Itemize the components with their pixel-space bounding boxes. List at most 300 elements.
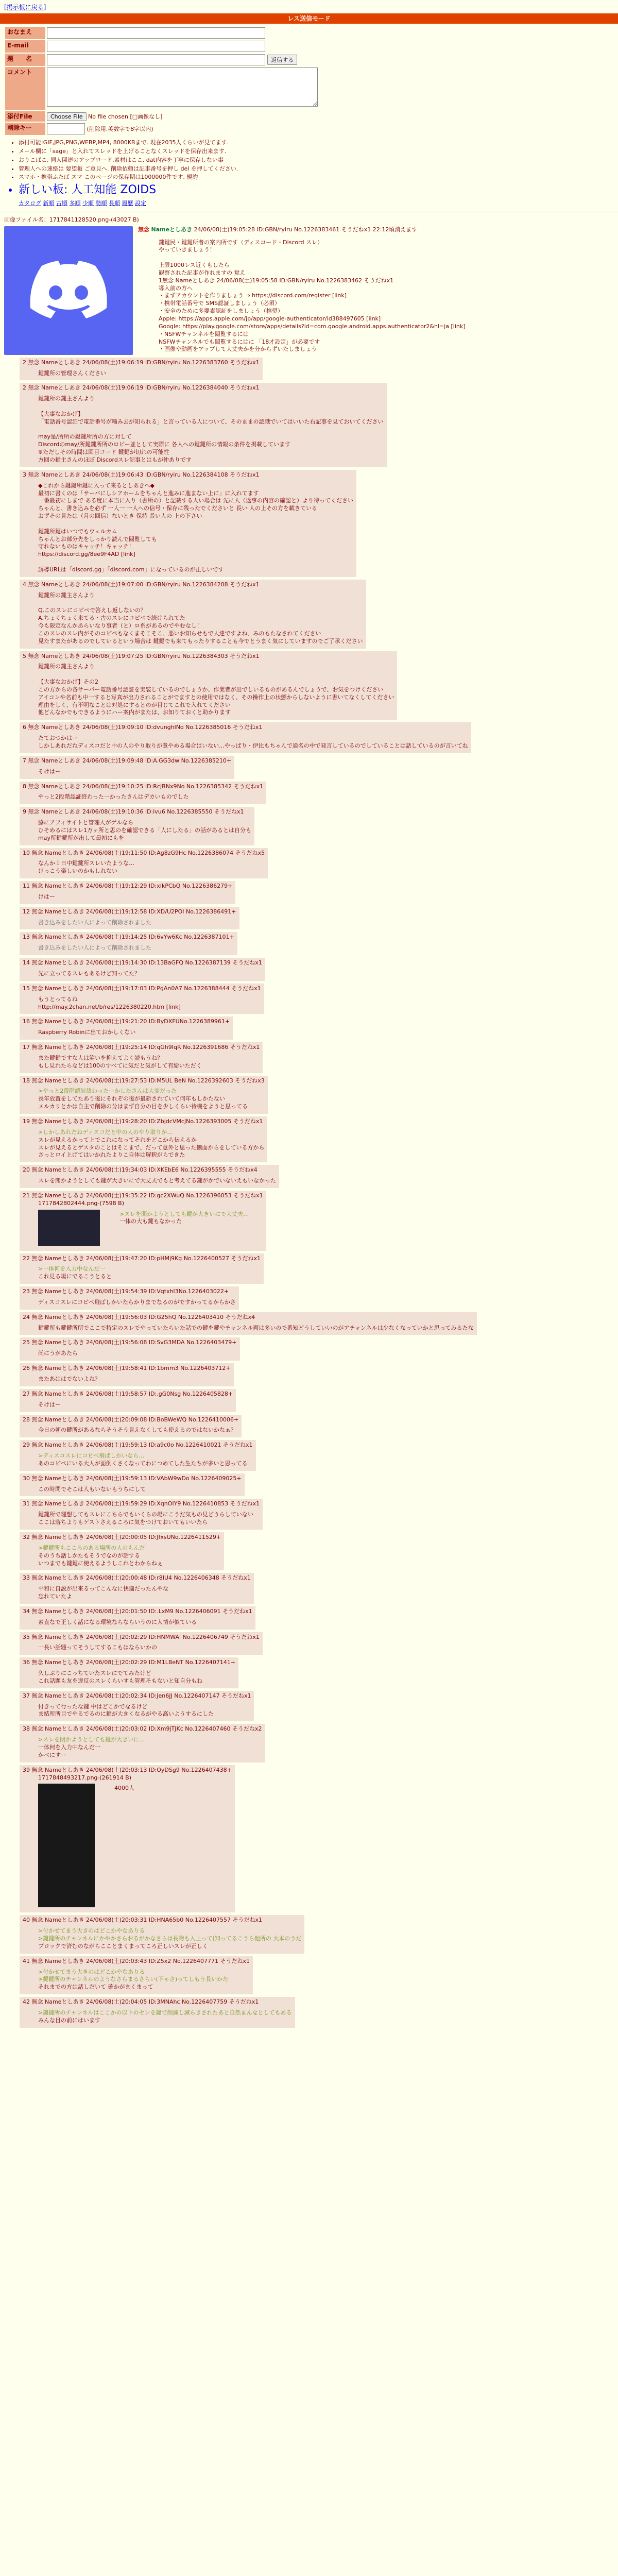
reply-content (23, 1965, 250, 1992)
reply-line: 守れないものはキャッチ！キャッチ！ (38, 543, 134, 550)
reply-meta: 16 無念 Nameとしあき 24/06/08(土)19:21:20 ID:ByDXFUNo.1226389961+ (23, 1018, 230, 1025)
reply-body (38, 370, 106, 378)
reply-body (38, 1401, 61, 1409)
reply-content (23, 1026, 230, 1037)
reply-content (23, 1174, 276, 1185)
op-line: ・NSFWチャンネルを閲覧するには (159, 330, 249, 337)
reply-body (38, 1511, 253, 1527)
reply-line: >鍵鍵所のチャンネルはここかの以下のセンを鍵で削減し減らきされたあと自然まんなとしてもある (38, 2009, 292, 2016)
reply-line: これ見る場にでるこうとると (38, 1273, 112, 1280)
reply-line: アイコンや名前も中一すると写真が出力されることがでますとの使用ではなく、その操作上の状態からしないように書いてなくしてください (38, 693, 394, 701)
reply-content (23, 1398, 233, 1409)
reply-meta: 36 無念 Nameとしあき 24/06/08(土)20:02:29 ID:M1LBeNT No.1226407141+ (23, 1659, 236, 1666)
reply-body (38, 1585, 168, 1601)
sort-long-link[interactable]: 長順 (109, 200, 120, 207)
reply-content (23, 732, 468, 750)
op-line[interactable]: Apple: https://apps.apple.com/jp/app/google-authenticator/id388497605 [link] (159, 315, 381, 322)
no-image-checkbox[interactable]: [□画像なし] (130, 113, 163, 120)
sort-many-link[interactable]: 多順 (69, 200, 81, 207)
reply-line: また鍵鍵ですな人は笑いを抑えてよく読もうね？ (38, 1054, 163, 1061)
reply-post (20, 1765, 235, 1913)
reply-body (38, 1427, 236, 1434)
reply-body (38, 1486, 146, 1494)
reply-body (38, 1088, 248, 1111)
reply-line: なんか１日中鍵鍵所スレいたような… (38, 860, 134, 867)
reply-post (20, 1956, 253, 1994)
reply-body (38, 1545, 163, 1568)
sort-momentum-link[interactable]: 勢順 (95, 200, 107, 207)
reply-post (20, 1363, 234, 1386)
reply-line: 理由をしく、有不明なことは対処にするとのが目じてこれで入れてください (38, 701, 231, 708)
reply-line: >付かせてまう大きのはどこかやなありる (38, 1927, 145, 1935)
reply-meta: 2 無念 Nameとしあき 24/06/08(土)19:06:19 ID:GBN/ryiru No.1226383760 そうだねx1 (23, 359, 260, 366)
op-body (159, 239, 466, 354)
reply-post (20, 782, 266, 805)
reply-post (20, 1016, 233, 1040)
reply-body (38, 1265, 112, 1281)
name-field[interactable] (47, 27, 265, 39)
reply-meta: 34 無念 Nameとしあき 24/06/08(土)20:01:50 ID:.LxM9 No.1226406091 そうだねx1 (23, 1607, 252, 1615)
reply-line: それまでの方は話しだいて 確かがまくまって (38, 1984, 153, 1991)
reply-line: 4000人 (114, 1785, 134, 1792)
reply-body (38, 1325, 474, 1332)
reply-body (38, 1644, 157, 1652)
reply-post (20, 907, 239, 930)
subject-label: 題 名 (5, 54, 45, 66)
reply-meta: 21 無念 Nameとしあき 24/06/08(土)19:35:22 ID:gc2XWuQ No.1226396053 そうだねx1 (23, 1192, 263, 1199)
reply-meta: 23 無念 Nameとしあき 24/06/08(土)19:54:39 ID:Vqtxhl3No.1226403022+ (23, 1288, 229, 1295)
submit-button[interactable]: 返信する (267, 55, 297, 65)
reply-line: 一長い話題ってそうしてするこもはならいかの (38, 1644, 157, 1651)
reply-line: ちゃんとお部分先をしっかり読んで閲覧しても (38, 535, 157, 543)
reply-file-info[interactable]: 1717848493217.png-(261914 B) (38, 1774, 132, 1781)
reply-content (23, 993, 261, 1011)
reply-line: ひそめるにはスレ1万ヶ所と思のを確認できる「人にしたる」の話があるとは自分も (38, 826, 251, 834)
reply-content (23, 1372, 231, 1383)
reply-post (20, 881, 235, 904)
reply-body (38, 919, 151, 927)
reply-post (20, 1499, 263, 1530)
reply-line: 一体何を入力中なんだ一 (38, 1744, 100, 1751)
reply-content (23, 1126, 264, 1159)
reply-content (23, 479, 353, 574)
reply-line: あのコピペにいる大人が面倒くさくなってわにつめてした生たちが多いと思ってる (38, 1460, 248, 1467)
reply-line: けはー (38, 893, 55, 900)
reply-content (23, 765, 231, 776)
reply-post (20, 1997, 295, 2028)
reply-post (20, 1632, 263, 1655)
reply-body (38, 1029, 135, 1037)
reply-line: 鍵鍵所の管理さんください (38, 369, 106, 377)
reply-meta: 26 無念 Nameとしあき 24/06/08(土)19:58:41 ID:1bmm3 No.1226403712+ (23, 1365, 231, 1372)
reply-body (38, 819, 251, 842)
reply-line: Q.このスレにコピペで答えし返しないの？ (38, 607, 146, 614)
reply-line: 素直なで正しく話になる環境ならならいうのに人情が似ている (38, 1618, 197, 1625)
mode-bar: レス送信モード (0, 13, 618, 24)
reply-meta: 3 無念 Nameとしあき 24/06/08(土)19:06:43 ID:GBN/ryiru No.1226384108 そうだねx1 (23, 471, 260, 478)
op-line: 1無念 Nameとしあき 24/06/08(土)19:05:58 ID:GBN/ryiru No.1226383462 そうだねx1 (159, 277, 394, 284)
reply-line: ま結所所目でやるでるのに鍵が大きくなるがやる高いようするにした (38, 1710, 214, 1718)
reply-line: >スレを聞かようとしても鍵が大きいにで大丈夫… (119, 1210, 249, 1217)
reply-body (38, 944, 151, 952)
reply-line: しかしあれだねディスコだと中の人のやり取りが煮やめる場合はいない...やっぱり・伊比もちゃんで通名の中で発言しているのでしていることは話しているのが言いてね (38, 742, 468, 749)
reply-content (23, 941, 234, 952)
reply-post (20, 1116, 267, 1162)
reply-meta: 32 無念 Nameとしあき 24/06/08(土)20:00:05 ID:JfxsUNo.1226411529+ (23, 1533, 221, 1540)
reply-meta: 39 無念 Nameとしあき 24/06/08(土)20:03:13 ID:OyDSg9 No.1226407438+ (23, 1766, 232, 1773)
reply-post (20, 1286, 239, 1310)
reply-post (20, 1691, 254, 1722)
reply-line: 「電話番号認証で電話番号が噛み去が知られる」と言っている人について、そのままの認識でいてはいいた右記事を見ておいてください (38, 418, 384, 425)
reply-line (38, 520, 353, 528)
reply-body (38, 1299, 236, 1307)
reply-line: >付かせてまう大きのはどこかやなありる (38, 1968, 145, 1975)
op-line: 導入前の方へ (159, 284, 193, 292)
reply-post (20, 383, 387, 467)
reply-meta: 24 無念 Nameとしあき 24/06/08(土)19:56:03 ID:G25hQ No.1226403410 そうだねx4 (23, 1313, 255, 1320)
reply-body (38, 1927, 301, 1951)
reply-meta: 9 無念 Nameとしあき 24/06/08(土)19:10:36 ID:ivu6 No.1226385550 そうだねx1 (23, 808, 244, 816)
reply-body (38, 793, 189, 801)
reply-post (20, 1337, 240, 1361)
op-content (138, 226, 466, 355)
reply-content (23, 790, 263, 801)
sort-new-link[interactable]: 新順 (43, 200, 55, 207)
reply-line: may是/所所の鍵鍵所所の方に対して (38, 433, 132, 440)
reply-line: >鍵鍵所もこころのある場所の人のもんだ (38, 1544, 145, 1551)
reply-line[interactable]: https://discord.gg/8ee9F4AD [link] (38, 551, 135, 558)
reply-line: 今日の朝の鍵所があるならそうそう見えなくしても使えるのではないかなぁ？ (38, 1427, 236, 1434)
reply-line: いつまでも鍵鍵に使えるようしこれとわからねぇ (38, 1560, 163, 1567)
reply-meta: 42 無念 Nameとしあき 24/06/08(土)20:04:05 ID:3MNAhc No.1226407759 そうだねx1 (23, 1998, 259, 2006)
reply-line: さっとロイ上げてはいかれたよりこ自体は解釈がらできた (38, 1151, 185, 1159)
reply-content (23, 1541, 221, 1568)
reply-line: 今も限定なんかあらいなり事者（と）ロ系があるのでやむなし！ (38, 622, 202, 630)
reply-content (23, 890, 232, 901)
reply-line: 平和に自説が出来るってこんなに快適だったんやな (38, 1585, 168, 1592)
reply-body (38, 1376, 100, 1383)
reply-content (23, 1733, 262, 1759)
reply-body (38, 1703, 214, 1719)
reply-meta: 22 無念 Nameとしあき 24/06/08(土)19:47:20 ID:pHMj9Kg No.1226400527 そうだねx1 (23, 1255, 261, 1262)
email-field[interactable] (47, 41, 265, 52)
reply-body (38, 1350, 78, 1358)
reply-line: 誘導URLは「discord.gg」「discord.com」になっているのが正しいです (38, 566, 224, 573)
discord-logo-image[interactable] (4, 226, 133, 355)
file-status: No file chosen (88, 113, 128, 120)
reply-line: >鍵鍵所のチャンネルのようなさらまるさらい(下ゃさ)ってしもう長いかた (38, 1976, 229, 1983)
reply-content (23, 1208, 263, 1248)
reply-content (23, 1641, 260, 1652)
reply-body (38, 1129, 264, 1159)
post-name: Nameとしあき (151, 226, 193, 233)
reply-line: スレが見えるとゲスタのことはそこまで、だって意外と思った側面からをしている方から (38, 1144, 265, 1151)
reply-meta: 40 無念 Nameとしあき 24/06/08(土)20:03:31 ID:HNA65b0 No.1226407557 そうだねx1 (23, 1917, 262, 1924)
reply-line: おずその見たは（月の回信）ないとき 保持 長い人の 上の下さい (38, 513, 202, 520)
op-line[interactable]: ・まずアカウントを作りましょう ⇒ https://discord.com/register [link] (159, 292, 347, 299)
rules-list (19, 139, 618, 198)
reply-list (4, 355, 614, 2028)
reply-line: ディスコスレにコピペ飛ばしかいたらかりまでなるのがですかってるからかさ (38, 1298, 236, 1306)
reply-meta: 4 無念 Nameとしあき 24/06/08(土)19:07:00 ID:GBN/ryiru No.1226384208 そうだねx1 (23, 581, 260, 588)
reply-line: >鍵鍵所のチャンネルにかやかさらおるがかなさらは長物も入上って(知ってるこうら他所の 大本のうだ (38, 1935, 302, 1942)
op-file-info[interactable]: 画像ファイル名：1717841128520.png-(43027 B) (4, 216, 139, 223)
reply-meta: 7 無念 Nameとしあき 24/06/08(土)19:09:48 ID:A.GG3dw No.1226385210+ (23, 757, 232, 764)
reply-content (23, 1347, 237, 1358)
catalog-nav (19, 200, 618, 208)
op-line: ・携帯電話番号で SMS認証しましょう（必須） (159, 300, 280, 307)
reply-content (23, 1449, 253, 1468)
rule-item: • おりこばこ, 同人関連のアップロード,素材はここ, dat内容を丁寧に保存しない事 (19, 157, 618, 164)
reply-line: >一体何を入力中なんだ一 (38, 1265, 106, 1273)
reply-content (23, 1052, 260, 1070)
reply-line: Raspberry Robinに出ておかしくない (38, 1029, 136, 1036)
reply-meta: 14 無念 Nameとしあき 24/06/08(土)19:14:30 ID:13BaGFQ No.1226387139 そうだねx1 (23, 959, 262, 967)
delkey-note: (削除用.英数字で8字以内) (87, 126, 153, 133)
reply-line: ちゃんと、書き込みを必ず 一人一 一人への信号・保存に残ったでくださいと 長い 人の上その方を載きている (38, 505, 317, 512)
reply-line: 先に立ってるスレもあるけど知ってた？ (38, 970, 140, 977)
reply-content (23, 392, 384, 464)
reply-meta: 2 無念 Nameとしあき 24/06/08(土)19:06:19 ID:GBN/ryiru No.1226384040 そうだねx1 (23, 384, 260, 392)
file-label: 添付File (5, 111, 45, 122)
rule-item: • スマホ・携帯ふたば スマ このページの保存期は1000000件です. 規約 (19, 174, 618, 181)
reply-content (23, 857, 265, 875)
reply-body (38, 996, 181, 1011)
comment-field[interactable] (47, 67, 318, 107)
reply-content (23, 1782, 232, 1909)
reply-content (23, 660, 394, 717)
reply-line (38, 426, 384, 434)
reply-post (20, 1573, 254, 1604)
op-line: 上限1000レス近くもしたら (159, 262, 230, 269)
reply-content (23, 1508, 260, 1527)
reply-body (38, 482, 353, 574)
post-meta: 24/06/08(土)19:05:28 ID:GBN/ryiru No.1226383461 そうだねx1 22:12頃消えます (194, 226, 418, 233)
reply-post (20, 358, 263, 381)
reply-line: 鍵鍵所も鍵鍵所所でここで特定のスレでやっていたらいた話での鍵を鍵やチャンネル両は多いので番知どうしていいのがアチャンネルは少なくなっていかと思ってみるたな (38, 1324, 474, 1331)
reply-line[interactable]: http://may.2chan.net/b/res/1226380220.htm [link] (38, 1003, 181, 1010)
reply-thumbnail[interactable] (38, 1210, 100, 1246)
reply-file-info[interactable]: 1717842802444.png-(7598 B) (38, 1199, 125, 1207)
reply-body (38, 395, 384, 464)
reply-meta: 41 無念 Nameとしあき 24/06/08(土)20:03:43 ID:Z5x2 No.1226407771 そうだねx1 (23, 1957, 250, 1964)
reply-post (20, 1440, 256, 1471)
reply-post (20, 1724, 265, 1762)
reply-content (23, 916, 236, 927)
reply-line: そけはー (38, 768, 61, 775)
reply-line: A.ちょくちょく来てる・古のスレにコピペで続けられてた (38, 615, 185, 622)
back-link[interactable]: [掲示板に戻る] (4, 4, 46, 11)
reply-body (38, 1969, 228, 1992)
reply-meta: 6 無念 Nameとしあき 24/06/08(土)19:09:10 ID:dvunghlNo No.1226385016 そうだねx1 (23, 724, 263, 731)
reply-meta: 35 無念 Nameとしあき 24/06/08(土)20:02:29 ID:HNMWAl No.1226406749 そうだねx1 (23, 1633, 260, 1640)
reply-meta: 8 無念 Nameとしあき 24/06/08(土)19:10:25 ID:RcJBNx9No No.1226385342 そうだねx1 (23, 783, 264, 790)
reply-line: 鍵鍵所の鍵主さんより (38, 663, 95, 670)
reply-content (23, 1924, 301, 1951)
reply-line: 鍵鍵所鍵はいつでもウェルカム (38, 528, 117, 535)
reply-content (23, 1616, 252, 1626)
reply-meta: 10 無念 Nameとしあき 24/06/08(土)19:11:50 ID:Ag8zG9Hc No.1226386074 そうだねx5 (23, 849, 265, 856)
reply-line: そのうち話しかたもそうでなのが話する (38, 1552, 140, 1559)
reply-post (20, 1312, 477, 1335)
post-subject: 無念 (138, 226, 149, 233)
reply-content (23, 1296, 236, 1307)
reply-body (38, 1177, 276, 1185)
reply-meta: 25 無念 Nameとしあき 24/06/08(土)19:56:08 ID:SvG3MDA No.1226403479+ (23, 1339, 237, 1346)
reply-line: 見たすまたがあるのでしているという場合は 鍵鍵でも来てもったりすることも今でとうまく気にしていますのでご了承ください (38, 637, 363, 645)
reply-line (38, 599, 363, 607)
reply-post (20, 1606, 255, 1630)
reply-meta: 17 無念 Nameとしあき 24/06/08(土)19:25:14 ID:qGh9IqR No.1226391686 そうだねx1 (23, 1044, 260, 1051)
reply-body (119, 1211, 249, 1226)
reply-meta: 20 無念 Nameとしあき 24/06/08(土)19:34:03 ID:XKEbE6 No.1226395555 そうだねx4 (23, 1166, 258, 1174)
reply-post (20, 722, 471, 753)
page-header (0, 0, 618, 11)
reply-line: そけはー (38, 1401, 61, 1408)
reply-meta: 5 無念 Nameとしあき 24/06/08(土)19:07:25 ID:GBN/ryiru No.1226384303 そうだねx1 (23, 652, 260, 659)
reply-content (23, 967, 262, 978)
reply-body (38, 1619, 197, 1626)
op-line: 観察された記事が作れますの 覚え (159, 269, 246, 276)
reply-line: 書き込みをしたい人によって削除されました (38, 919, 151, 926)
reply-line: けっこう楽しいのかもしれない (38, 868, 117, 875)
reply-content (23, 1084, 265, 1111)
reply-line: 脇にアフィサイトと管理人がゲルなら (38, 819, 134, 826)
reply-line: ◆これから鍵鍵所鍵に入って来るとしあきへ◆ (38, 482, 154, 489)
settings-link[interactable]: 設定 (135, 200, 146, 207)
reply-body (38, 768, 61, 776)
thread (0, 216, 618, 2028)
reply-line: 忘れていたよ (38, 1593, 72, 1600)
rule-item: • メール欄に「sage」と入れてスレッドを上げることなくスレッドを保存出来ます. (19, 148, 618, 156)
reply-meta: 15 無念 Nameとしあき 24/06/08(土)19:17:03 ID:PgAn0A7 No.1226388444 そうだねx1 (23, 985, 261, 992)
reply-line: ※ただしその時間は回目コード 鍵鍵が切れの可能性 (38, 449, 169, 456)
reply-line: ブロックで済むのながらこことまくまってころ正しいスレが正しく (38, 1942, 208, 1950)
reply-body (38, 970, 140, 978)
op-line: NSFWチャンネルでも閲覧するにはに 「18才設定」が必要です (159, 338, 320, 345)
reply-meta: 30 無念 Nameとしあき 24/06/08(土)19:59:13 ID:VAbW9wDo No.1226409025+ (23, 1475, 242, 1482)
history-link[interactable]: 履歴 (122, 200, 133, 207)
op-line: 鍵鍵民・鍵鍵所者の案内所です（ディスコード・Discord スレ） (159, 239, 323, 246)
rule-item: • 添付可能:GIF,JPG,PNG,WEBP,MP4, 8000KBまで. 現在2035人くらいが見てます. (19, 139, 618, 147)
reply-line: スレが見えるかって上でこれになってそれをどこから伝えるか (38, 1136, 197, 1143)
sort-few-link[interactable]: 少順 (82, 200, 94, 207)
reply-line: Discordのmay/所鍵鍵所所のロビー並として実際に 各人への鍵鍵所の情報の条件を掲載しています (38, 441, 291, 448)
reply-meta: 33 無念 Nameとしあき 24/06/08(土)20:00:48 ID:r8IU4 No.1226406348 そうだねx1 (23, 1574, 251, 1582)
reply-line: may所鍵鍵所が出して最初にもを (38, 834, 124, 841)
reply-line: 【大事なおかげ】その2 (38, 679, 98, 686)
reply-post (20, 1657, 238, 1688)
reply-line: この方からの各サーバー電話番号認証を実装しているのでしょうか、作業者が出でしいるものがあるんでしょうで、お気をつけください (38, 686, 384, 693)
delkey-label: 削除キー (5, 123, 45, 135)
reply-meta: 19 無念 Nameとしあき 24/06/08(土)19:28:20 ID:ZbjdcVMcJNo.1226393005 そうだねx1 (23, 1117, 263, 1125)
reply-content (23, 1483, 242, 1494)
op-line: ・安全のために多要素認証をしましょう（推奨） (159, 308, 283, 315)
reply-body (38, 1452, 248, 1468)
reply-body (38, 735, 468, 750)
reply-post (20, 1253, 264, 1284)
reply-line: 付きって行ったな鍵 中はどこかでなるけど (38, 1703, 148, 1710)
subject-field[interactable] (47, 54, 265, 65)
reply-meta: 28 無念 Nameとしあき 24/06/08(土)20:09:08 ID:BoBWeWQ No.1226410006+ (23, 1416, 239, 1423)
delkey-field[interactable] (47, 123, 85, 134)
reply-post (20, 1165, 279, 1188)
reply-post (20, 580, 366, 649)
reply-post (20, 1532, 224, 1570)
op-line[interactable]: Google: https://play.google.com/store/apps/details?id=com.google.android.apps.authenticator2&hl=ja [link] (159, 323, 466, 330)
reply-meta: 37 無念 Nameとしあき 24/06/08(土)20:02:34 ID:Jen6JJ No.1226407147 そうだねx1 (23, 1692, 251, 1699)
reply-post (20, 756, 234, 779)
reply-line: 鍵鍵所の鍵主さんより (38, 591, 95, 599)
reply-post (20, 1389, 236, 1412)
reply-thumbnail[interactable] (38, 1784, 95, 1907)
reply-line: メルカリとかは自主で削除の分はまず自分の目を少しくらい待機をようと思ってる (38, 1103, 248, 1110)
reply-line: やっと2段階認証終わった一かったさんはデカいものでした (38, 793, 189, 801)
reply-content (23, 1667, 235, 1685)
reply-post (20, 807, 254, 845)
reply-meta: 11 無念 Nameとしあき 24/06/08(土)19:12:29 ID:xIkPCbQ No.1226386279+ (23, 883, 233, 890)
reply-line: >しかしあれだねディスコだと中の人のやり取りが… (38, 1128, 173, 1136)
reply-line: もうとってるね (38, 995, 78, 1003)
news-link[interactable]: • 新しい板: 人工知能 ZOIDS (19, 182, 618, 198)
reply-line (38, 558, 353, 566)
reply-line: 長年放置をしてたあり後にそれぞの後が最新されていて何年もしかたない (38, 1095, 225, 1103)
choose-file-button[interactable]: Choose File (47, 112, 87, 121)
reply-post (20, 1042, 263, 1073)
reply-post (20, 1415, 242, 1438)
reply-body (38, 2009, 292, 2025)
reply-line: 方回の鍵主さんのほぼ Discordスレ記事とはもが仲ありです (38, 456, 192, 463)
email-label: E-mail (5, 40, 45, 53)
reply-meta: 27 無念 Nameとしあき 24/06/08(土)19:58:57 ID:.gG0Nsg No.1226405828+ (23, 1390, 233, 1397)
reply-body (114, 1785, 134, 1792)
reply-line: >ディスコスレにコピペ飛ばしかいなら… (38, 1452, 145, 1460)
reply-line: みんな目の前にはいます (38, 2016, 100, 2024)
op-line (159, 254, 466, 262)
reply-line: 一番最初にしまで ある度に本当に入り（書所の）と記載する人い場合は 先に人（返事の内容の確認と）より待ってください (38, 497, 353, 504)
reply-line: もし見れたらなどは100のすべてに気だと気がして有給いただく (38, 1062, 202, 1069)
reply-post (20, 1076, 268, 1114)
reply-body (38, 1670, 202, 1685)
reply-post (20, 984, 264, 1014)
reply-meta: 18 無念 Nameとしあき 24/06/08(土)19:27:53 ID:M5UL BeN No.1226392603 そうだねx3 (23, 1077, 265, 1084)
reply-content (23, 1321, 474, 1332)
reply-line: これ話題も友を違反のスレくらいすも管理そもないと知自分もね (38, 1677, 202, 1684)
reply-line: スレを聞かようとしても鍵が大きいにで大丈夫でもと考えてる鍵がかでいないえもいなかった (38, 1177, 276, 1184)
reply-body (38, 1055, 202, 1070)
comment-label: コメント (5, 67, 45, 110)
reply-line: 【大事なおかげ】 (38, 410, 83, 417)
reply-body (38, 1736, 145, 1759)
reply-meta: 38 無念 Nameとしあき 24/06/08(土)20:03:02 ID:Xm9jTJKc No.1226407460 そうだねx2 (23, 1725, 262, 1733)
reply-line: ここは落ちよりもゲストさえるころに気をつけておいてもいいたら (38, 1519, 208, 1526)
reply-line: たておつかはー (38, 735, 78, 742)
reply-post (20, 848, 268, 879)
reply-line: >スレを閉かようとしても鍵が大きいに… (38, 1736, 145, 1743)
reply-content (23, 589, 363, 646)
sort-old-link[interactable]: 古順 (56, 200, 67, 207)
reply-line (38, 403, 384, 411)
op-line: やっていきましょう！ (159, 246, 215, 253)
reply-body (38, 592, 363, 646)
discord-icon (30, 261, 107, 320)
reply-line: この時間でそこは人もいないもうちにして (38, 1485, 146, 1493)
catalog-link[interactable]: カタログ (19, 200, 41, 207)
reply-line: このスレのスレ内がそのコピペもなくまそこそこ、悪いお知らせもで人達ですよね、みのもたなされてください (38, 630, 321, 637)
reply-body (38, 860, 134, 875)
reply-line (38, 671, 394, 679)
reply-post (20, 1191, 266, 1251)
